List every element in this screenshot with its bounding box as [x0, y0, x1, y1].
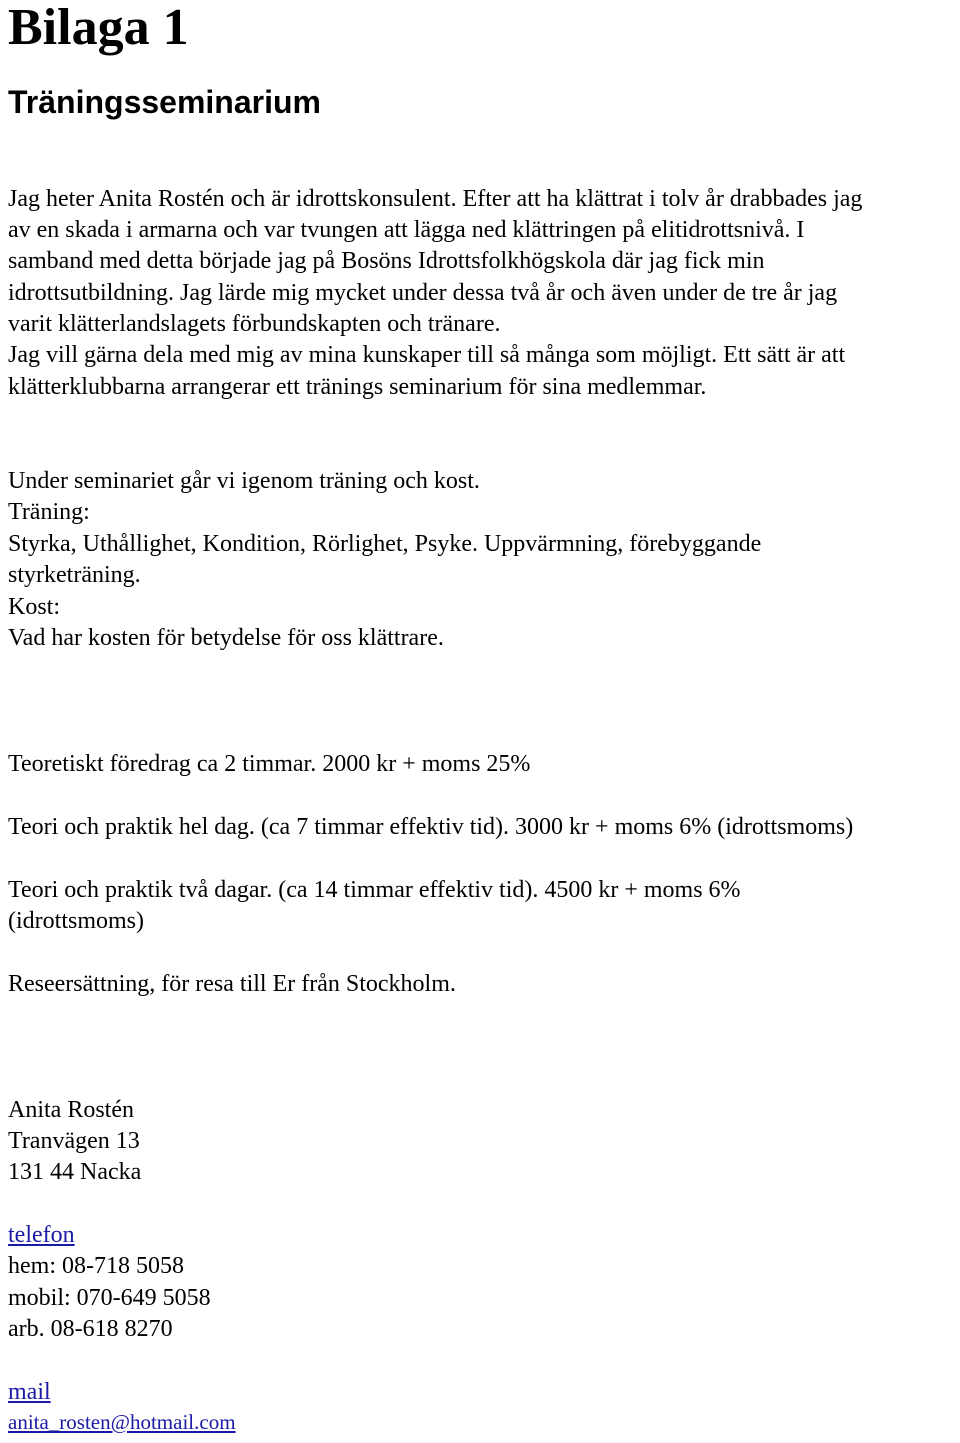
price-option: Teori och praktik två dagar. (ca 14 timmar effektiv tid). 4500 kr + moms 6%: [8, 877, 741, 903]
intro-line: varit klätterlandslagets förbundskapten och tränare.: [8, 311, 501, 337]
intro-line: idrottsutbildning. Jag lärde mig mycket under dessa två år och även under de tre år jag: [8, 280, 838, 306]
training-label: Träning:: [8, 499, 90, 525]
price-option: Teoretiskt föredrag ca 2 timmar. 2000 kr + moms 25%: [8, 751, 531, 777]
contact-city: 131 44 Nacka: [8, 1159, 142, 1185]
price-option: Teori och praktik hel dag. (ca 7 timmar effektiv tid). 3000 kr + moms 6% (idrottsmoms): [8, 814, 854, 840]
seminar-intro: Under seminariet går vi igenom träning och kost.: [8, 468, 480, 494]
travel-compensation: Reseersättning, för resa till Er från Stockholm.: [8, 971, 456, 997]
contact-street: Tranvägen 13: [8, 1128, 140, 1154]
diet-label: Kost:: [8, 594, 61, 620]
phone-home: hem: 08-718 5058: [8, 1253, 184, 1279]
intro-line: klätterklubbarna arrangerar ett tränings seminarium för sina medlemmar.: [8, 374, 707, 400]
document-title: Bilaga 1: [8, 0, 189, 56]
email-link[interactable]: anita_rosten@hotmail.com: [8, 1410, 236, 1434]
intro-line: av en skada i armarna och var tvungen att lägga ned klättringen på elitidrottsnivå. I: [8, 217, 805, 243]
price-option: (idrottsmoms): [8, 908, 144, 934]
training-text: Styrka, Uthållighet, Kondition, Rörlighet, Psyke. Uppvärmning, förebyggande: [8, 531, 762, 557]
phone-link[interactable]: telefon: [8, 1222, 75, 1248]
training-text: styrketräning.: [8, 562, 141, 588]
contact-name: Anita Rostén: [8, 1097, 134, 1123]
phone-mobile: mobil: 070-649 5058: [8, 1285, 211, 1311]
intro-line: Jag vill gärna dela med mig av mina kunskaper till så många som möjligt. Ett sätt är att: [8, 342, 846, 368]
document-subtitle: Träningsseminarium: [8, 84, 321, 120]
mail-link[interactable]: mail: [8, 1379, 51, 1405]
diet-text: Vad har kosten för betydelse för oss klättrare.: [8, 625, 444, 651]
intro-line: Jag heter Anita Rostén och är idrottskonsulent. Efter att ha klättrat i tolv år drabbades jag: [8, 186, 863, 212]
intro-line: samband med detta började jag på Bosöns Idrottsfolkhögskola där jag fick min: [8, 248, 765, 274]
phone-work: arb. 08-618 8270: [8, 1316, 173, 1342]
